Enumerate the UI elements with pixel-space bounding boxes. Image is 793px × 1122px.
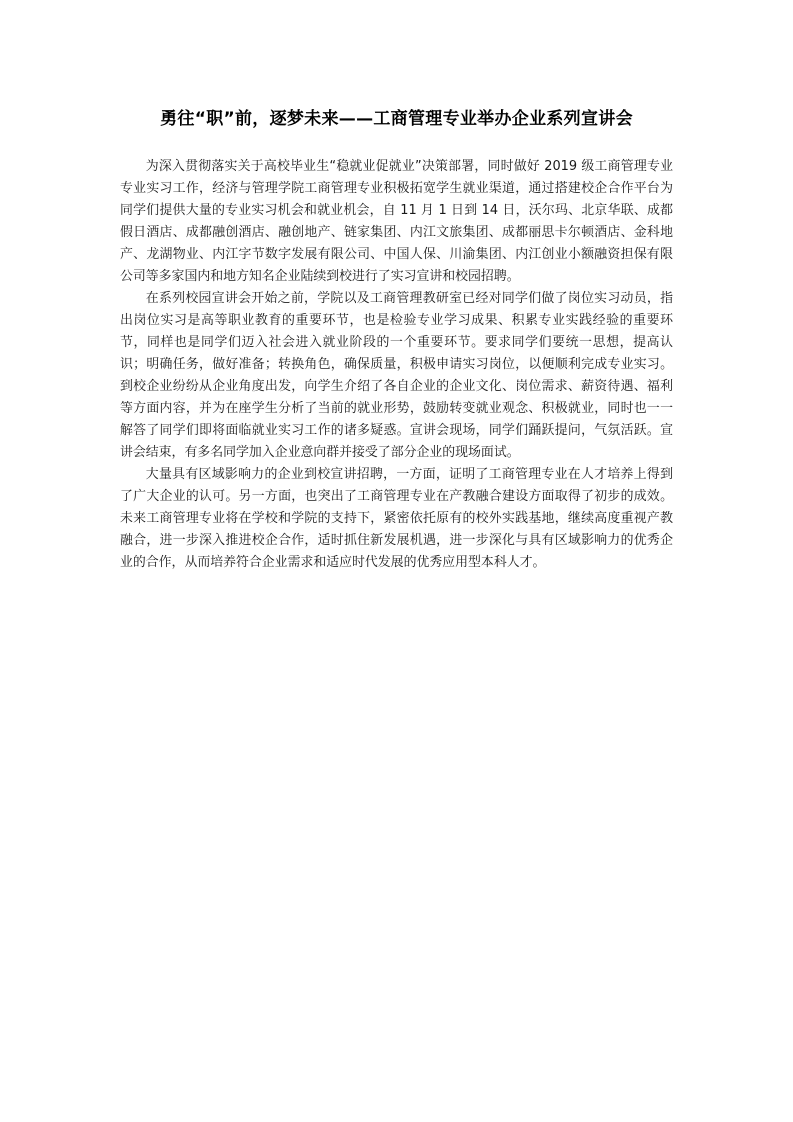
paragraph-2: 在系列校园宣讲会开始之前，学院以及工商管理教研室已经对同学们做了岗位实习动员，指出岗位实习是高等职业教育的重要环节，也是检验专业学习成果、积累专业实践经验的重要环节，同样也是同学们迈入社会进入就业阶段的一个重要环节。要求同学们要统一思想，提高认识；明确任务，做好准备；转换角色，确保质量，积极申请实习岗位，以便顺利完成专业实习。到校企业纷纷从企业角度出发，向学生介绍了各自企业的企业文化、岗位需求、薪资待遇、福利等方面内容，并为在座学生分析了当前的就业形势，鼓励转变就业观念、积极就业，同时也一一解答了同学们即将面临就业实习工作的诸多疑惑。宣讲会现场，同学们踊跃提问，气氛活跃。宣讲会结束，有多名同学加入企业意向群并接受了部分企业的现场面试。 <box>120 291 673 460</box>
document-body <box>120 156 673 574</box>
document-title: 勇往“职”前，逐梦未来——工商管理专业举办企业系列宣讲会 <box>160 109 633 129</box>
paragraph-1: 为深入贯彻落实关于高校毕业生“稳就业促就业”决策部署，同时做好 2019 级工商管理专业专业实习工作，经济与管理学院工商管理专业积极拓宽学生就业渠道，通过搭建校企合作平台为同学们提供大量的专业实习机会和就业机会，自 11 月 1 日到 14 日，沃尔玛、北京华联、成都假日酒店、成都融创酒店、融创地产、链家集团、内江文旅集团、成都丽思卡尔顿酒店、金科地产、龙湖物业、内江字节数字发展有限公司、中国人保、川渝集团、内江创业小额融资担保有限公司等多家国内和地方知名企业陆续到校进行了实习宣讲和校园招聘。 <box>120 159 673 284</box>
paragraph-3: 大量具有区域影响力的企业到校宣讲招聘，一方面，证明了工商管理专业在人才培养上得到了广大企业的认可。另一方面，也突出了工商管理专业在产教融合建设方面取得了初步的成效。未来工商管理专业将在学校和学院的支持下，紧密依托原有的校外实践基地，继续高度重视产教融合，进一步深入推进校企合作，适时抓住新发展机遇，进一步深化与具有区域影响力的优秀企业的合作，从而培养符合企业需求和适应时代发展的优秀应用型本科人才。 <box>120 467 673 570</box>
